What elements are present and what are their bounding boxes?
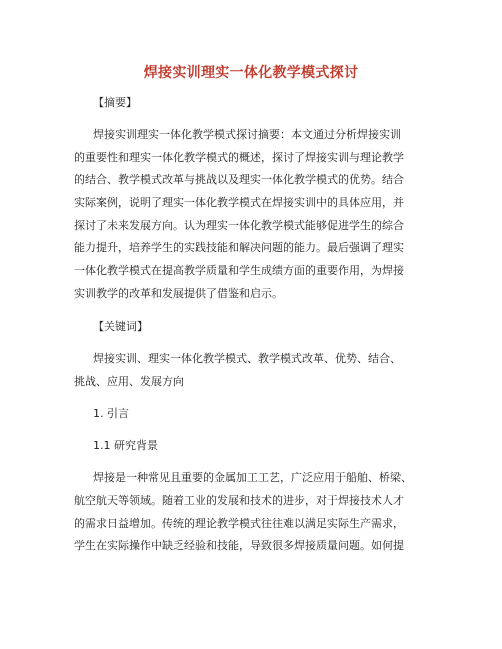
abstract-heading: 【摘要】 bbox=[93, 96, 137, 109]
body-line: 焊接是一种常见且重要的金属加工工艺，广泛应用于船舶、桥梁、 bbox=[93, 471, 412, 484]
section-heading: 1. 引言 bbox=[93, 407, 129, 420]
abstract-line: 焊接实训理实一体化教学模式探讨摘要：本文通过分析焊接实训 bbox=[93, 128, 401, 141]
abstract-line: 探讨了未来发展方向。认为理实一体化教学模式能够促进学生的综合 bbox=[74, 219, 404, 232]
abstract-line: 能力提升，培养学生的实践技能和解决问题的能力。最后强调了理实 bbox=[74, 241, 404, 254]
abstract-line: 的结合、教学模式改革与挑战以及理实一体化教学模式的优势。结合 bbox=[74, 173, 404, 186]
abstract-line: 实际案例，说明了理实一体化教学模式在焊接实训中的具体应用，并 bbox=[74, 196, 404, 209]
keywords-heading: 【关键词】 bbox=[93, 320, 148, 333]
body-line: 学生在实际操作中缺乏经验和技能，导致很多焊接质量问题。如何提 bbox=[74, 539, 404, 552]
keywords-line: 焊接实训、理实一体化教学模式、教学模式改革、优势、结合、 bbox=[93, 352, 401, 365]
document-title: 焊接实训理实一体化教学模式探讨 bbox=[143, 65, 359, 81]
abstract-line: 一体化教学模式在提高教学质量和学生成绩方面的重要作用，为焊接 bbox=[74, 264, 404, 277]
body-line: 航空航天等领域。随着工业的发展和技术的进步，对于焊接技术人才 bbox=[74, 494, 404, 507]
abstract-line: 实训教学的改革和发展提供了借鉴和启示。 bbox=[74, 287, 283, 300]
body-line: 的需求日益增加。传统的理论教学模式往往难以满足实际生产需求， bbox=[74, 517, 404, 530]
keywords-line: 挑战、应用、发展方向 bbox=[74, 375, 184, 388]
subsection-heading: 1.1 研究背景 bbox=[93, 439, 158, 452]
abstract-line: 的重要性和理实一体化教学模式的概述，探讨了焊接实训与理论教学 bbox=[74, 151, 404, 164]
